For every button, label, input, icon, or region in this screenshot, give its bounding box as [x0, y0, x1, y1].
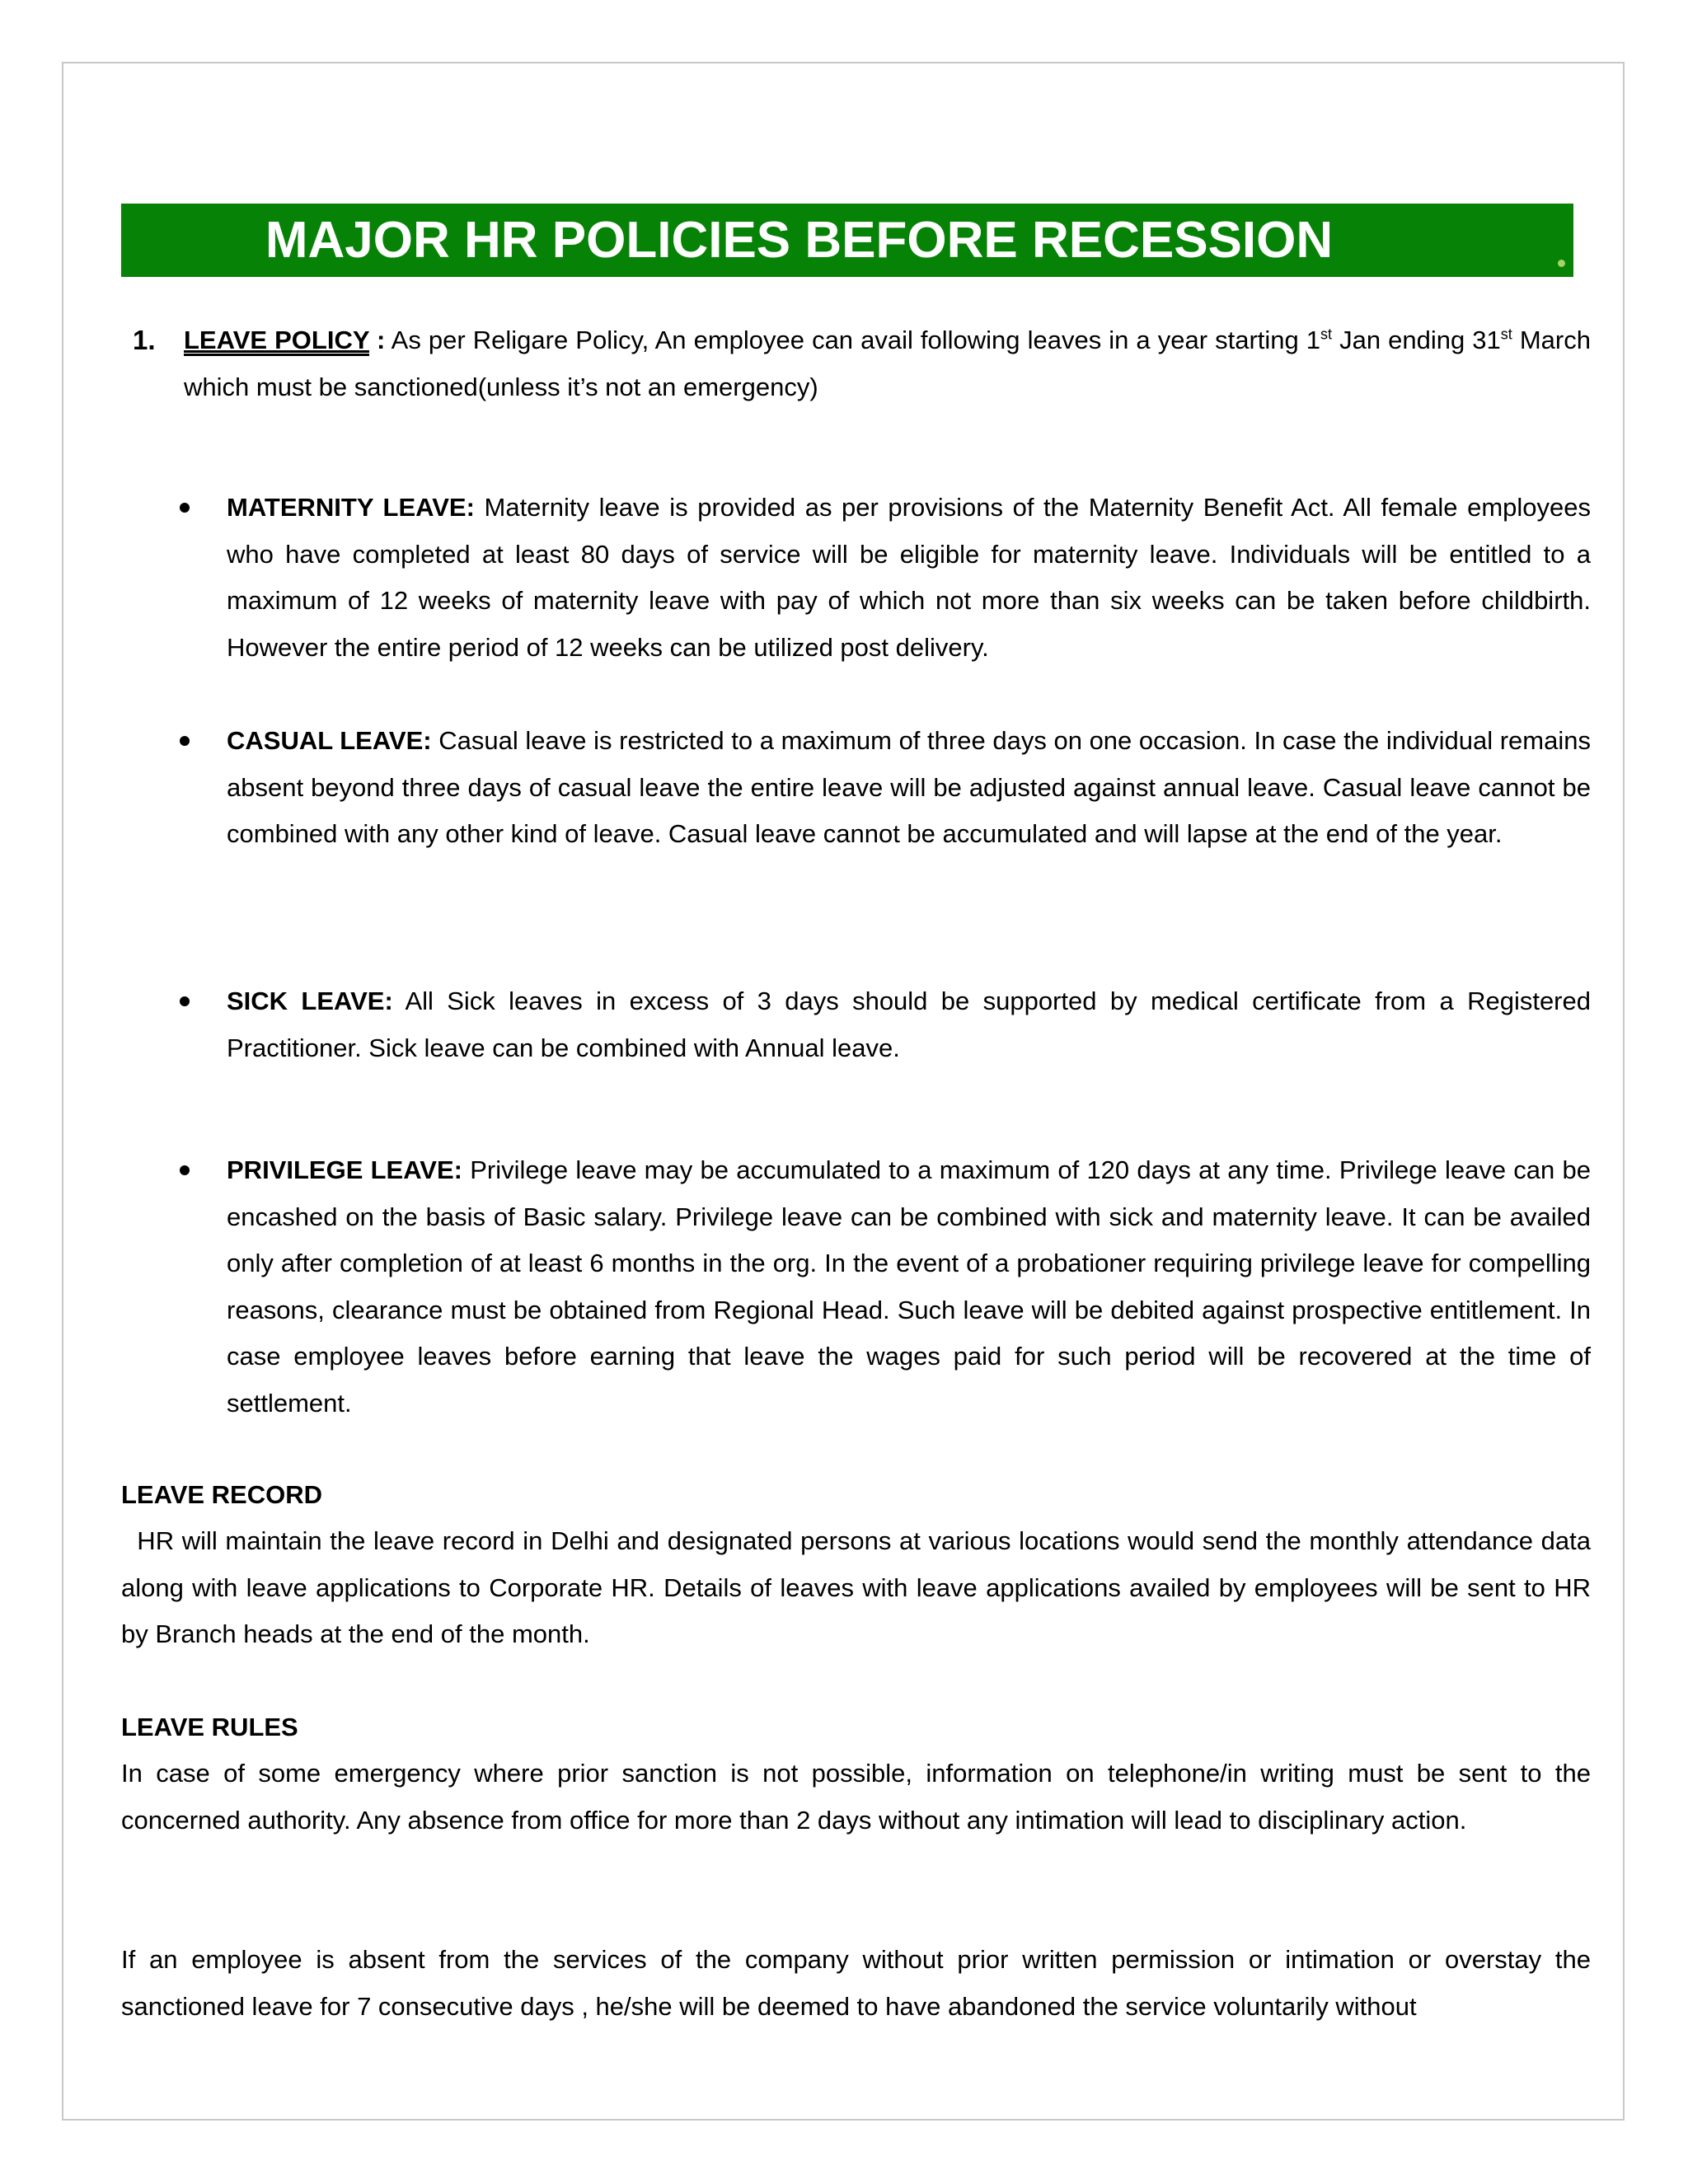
superscript-st-2: st [1500, 326, 1512, 343]
leave-policy-intro [184, 317, 1591, 410]
list-item-maternity [227, 485, 1591, 671]
list-item-sick [227, 978, 1591, 1071]
leave-record-text: HR will maintain the leave record in Delhi and designated persons at various locations would send the monthly attendance data along with leave applications to Corporate HR. Details of leaves with leave applications availed by employees will be sent to HR by Branch heads at the end of the month. [121, 1526, 1591, 1648]
section-number: 1. [133, 325, 156, 355]
item-label: SICK LEAVE: [227, 987, 393, 1015]
leave-record-heading: LEAVE RECORD [121, 1480, 323, 1509]
bullet-icon [180, 1165, 190, 1175]
bullet-icon [180, 736, 190, 746]
bullet-icon [180, 996, 190, 1006]
title-banner [121, 204, 1573, 277]
item-text: All Sick leaves in excess of 3 days should be supported by medical certificate from a Registered Practitioner. Sick leave can be combined with Annual leave. [227, 987, 1591, 1062]
leave-policy-heading: LEAVE POLICY [184, 326, 369, 354]
leave-rules-heading: LEAVE RULES [121, 1713, 298, 1741]
banner-dot [1558, 260, 1565, 267]
item-label: PRIVILEGE LEAVE: [227, 1155, 462, 1184]
list-item-privilege [227, 1147, 1591, 1427]
bullet-icon [180, 503, 190, 513]
leave-policy-text-b: Jan ending 31 [1332, 326, 1501, 354]
leave-rules-text: In case of some emergency where prior sanction is not possible, information on telephone/in writing must be sent to the concerned authority. Any absence from office for more than 2 days without any intimation will lead to disciplinary action. [121, 1759, 1591, 1835]
item-label: CASUAL LEAVE: [227, 726, 432, 755]
leave-policy-text-a: As per Religare Policy, An employee can avail following leaves in a year starting 1 [385, 326, 1321, 354]
superscript-st-1: st [1320, 326, 1333, 343]
item-text: Maternity leave is provided as per provisions of the Maternity Benefit Act. All female employees who have completed at least 80 days of service will be eligible for maternity leave. Individuals will be entitled to a maximum of 12 weeks of maternity leave with pay of which not more than six weeks can be taken before childbirth. However the entire period of 12 weeks can be utilized post delivery. [227, 493, 1591, 662]
leave-policy-colon: : [368, 326, 386, 354]
item-text: Casual leave is restricted to a maximum of three days on one occasion. In case the individual remains absent beyond three days of casual leave the entire leave will be adjusted against annual leave. Casual leave cannot be combined with any other kind of leave. Casual leave cannot be accumulated and will lapse at the end of the year. [227, 726, 1591, 848]
list-item-casual [227, 718, 1591, 858]
leave-policy-text-c: March which must be sanctioned(unless it’s not an emergency) [184, 326, 1591, 401]
item-label: MATERNITY LEAVE: [227, 493, 475, 522]
page-title: MAJOR HR POLICIES BEFORE RECESSION [265, 212, 1334, 269]
leave-rules-text-2: If an employee is absent from the services of the company without prior written permission or intimation or overstay the sanctioned leave for 7 consecutive days , he/she will be deemed to have abandoned the service voluntarily without [121, 1945, 1591, 2021]
item-text: Privilege leave may be accumulated to a maximum of 120 days at any time. Privilege leave can be encashed on the basis of Basic salary. Privilege leave can be combined with sick and maternity leave. It can be availed only after completion of at least 6 months in the org. In the event of a probationer requiring privilege leave for compelling reasons, clearance must be obtained from Regional Head. Such leave will be debited against prospective entitlement. In case employee leaves before earning that leave the wages paid for such period will be recovered at the time of settlement. [227, 1155, 1591, 1418]
